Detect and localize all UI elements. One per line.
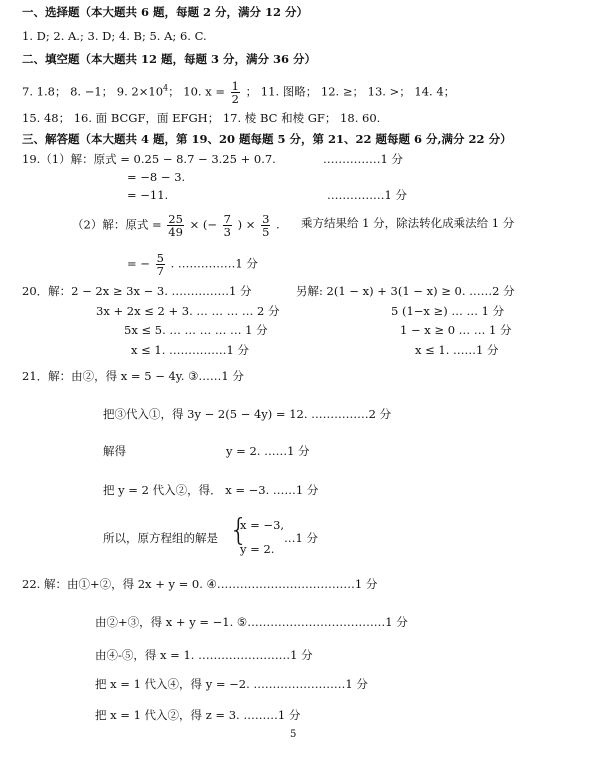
q19-line3: = −11. [127, 188, 169, 202]
q21-line5: 所以，原方程组的解是 [103, 531, 218, 545]
q21-line3-value: y = 2. ……1 分 [226, 444, 310, 458]
q22-line5: 把 x = 1 代入②，得 z = 3. ………1 分 [95, 708, 301, 722]
q19-part2-line1: （2）解：原式 = $\frac{25}{49}$ × (− $\frac{7}{3}$ ) × $\frac{3}{5}$ . [72, 212, 280, 239]
section1-header: 一、选择题（本大题共 6 题，每题 2 分，满分 12 分） [22, 5, 309, 19]
q21-line4: 把 y = 2 代入②，得． x = −3. ……1 分 [103, 483, 319, 497]
q19-grading-note: 乘方结果给 1 分，除法转化成乘法给 1 分 [301, 216, 515, 230]
section1-answers: 1. D; 2. A.; 3. D; 4. B; 5. A; 6. C. [22, 29, 207, 43]
fraction-one-half: $\frac{1}{2}$ [231, 79, 239, 106]
fraction-25-49: $\frac{25}{49}$ [168, 212, 183, 239]
q22-line3: 由④-⑤，得 x = 1. ……………………1 分 [95, 648, 313, 662]
q20-alt-line4: x ≤ 1. ……1 分 [415, 343, 499, 357]
q21-line5-points: …1 分 [284, 531, 318, 545]
fraction-7-3: $\frac{7}{3}$ [223, 212, 231, 239]
exponent: 4 [163, 83, 169, 93]
fill-answers-11-14: ； 11. 图略； 12. ≥； 13. >； 14. 4； [245, 84, 456, 99]
q20-alt-line2: 5 (1−x ≥) … … 1 分 [391, 304, 505, 318]
section2-row2: 15. 48； 16. 面 BCGF，面 EFGH； 17. 棱 BC 和棱 GF； 18. 60. [22, 111, 381, 125]
q20-alt-line3: 1 − x ≥ 0 … … 1 分 [400, 323, 512, 337]
q22-line4: 把 x = 1 代入④，得 y = −2. ……………………1 分 [95, 677, 368, 691]
q21-line2: 把③代入①，得 3y − 2(5 − 4y) = 12. ……………2 分 [103, 407, 392, 421]
q22-line2: 由②+③，得 x + y = −1. ⑤………………………………1 分 [95, 615, 408, 629]
fill-answers-7-9: 7. 1.8； 8. −1； 9. 2×10 [22, 84, 164, 99]
q20-line2: 3x + 2x ≤ 2 + 3. … … … … 2 分 [96, 304, 280, 318]
page-number: 5 [290, 729, 297, 740]
q19-line1-points: ……………1 分 [323, 152, 403, 166]
fraction-5-7: $\frac{5}{7}$ [156, 251, 164, 278]
q21-solution-x: x = −3, [240, 518, 285, 532]
q21-line3-label: 解得 [103, 444, 126, 458]
fraction-3-5: $\frac{3}{5}$ [262, 212, 270, 239]
q20-line3: 5x ≤ 5. … … … … … 1 分 [124, 323, 268, 337]
q19-line2: = −8 − 3. [127, 170, 186, 184]
fill-answer-10: ； 10. x = [168, 84, 226, 99]
section3-header: 三、解答题（本大题共 4 题，第 19、20 题每题 5 分，第 21、22 题每题 6 分,满分 22 分） [22, 132, 512, 146]
q19-line3-points: ……………1 分 [327, 188, 407, 202]
q19-line1: 19.（1）解：原式 = 0.25 − 8.7 − 3.25 + 0.7. [22, 152, 276, 166]
q21-solution-y: y = 2. [240, 542, 275, 556]
q20-line4: x ≤ 1. ……………1 分 [131, 343, 250, 357]
q20-alt-line1: 另解: 2(1 − x) + 3(1 − x) ≥ 0. ……2 分 [296, 284, 515, 298]
section2-header: 二、填空题（本大题共 12 题，每题 3 分，满分 36 分） [22, 52, 317, 66]
system-brace: { [229, 513, 249, 548]
q22-line1: 22. 解：由①+②，得 2x + y = 0. ④………………………………1 分 [22, 577, 378, 591]
q20-line1: 20．解：2 − 2x ≥ 3x − 3. ……………1 分 [22, 284, 252, 298]
q21-line1: 21．解：由②，得 x = 5 − 4y. ③……1 分 [22, 369, 244, 383]
section2-row1 [22, 80, 455, 105]
q19-part2-line2: = − $\frac{5}{7}$ . ……………1 分 [127, 251, 258, 278]
